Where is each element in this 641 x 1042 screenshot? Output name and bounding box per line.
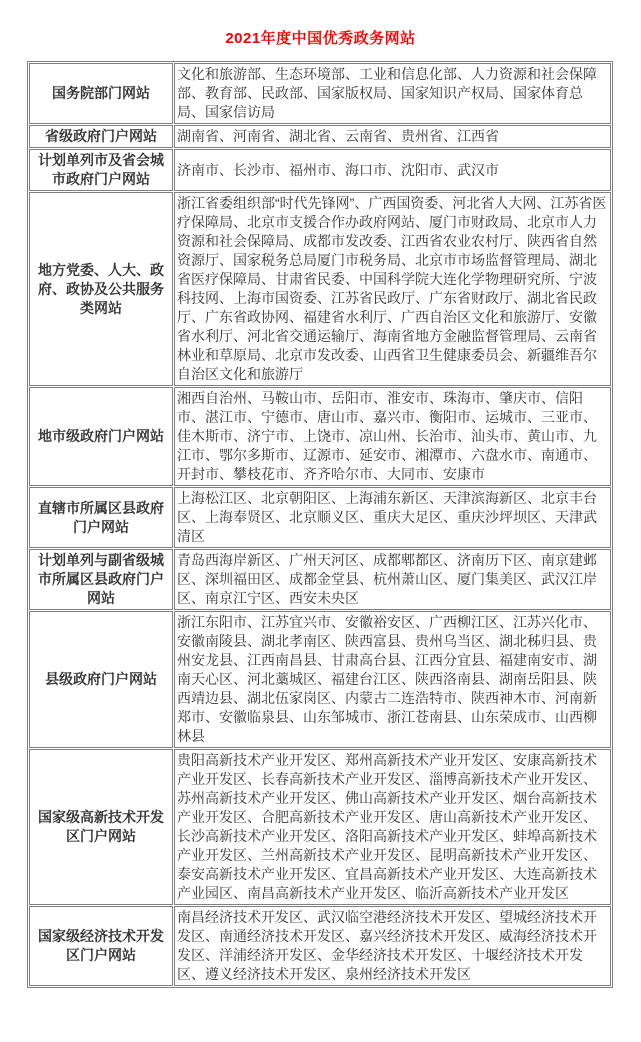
sites-cell: 上海松江区、北京朝阳区、上海浦东新区、天津滨海新区、北京丰台区、上海奉贤区、北京顺义区、重庆大足区、重庆沙坪坝区、天津武清区 [174, 487, 611, 548]
sites-cell: 南昌经济技术开发区、武汉临空港经济技术开发区、望城经济技术开发区、南通经济技术开发区、嘉兴经济技术开发区、威海经济技术开发区、洋浦经济开发区、金华经济技术开发区、十堰经济技术开发区、遵义经济技术开发区、泉州经济技术开发区 [174, 906, 611, 986]
table-row [29, 63, 611, 124]
table-row [29, 387, 611, 486]
category-cell: 国务院部门网站 [29, 63, 173, 124]
sites-cell: 湖南省、河南省、湖北省、云南省、贵州省、江西省 [174, 125, 611, 148]
table-row [29, 125, 611, 148]
sites-cell: 济南市、长沙市、福州市、海口市、沈阳市、武汉市 [174, 149, 611, 191]
sites-cell: 青岛西海岸新区、广州天河区、成都郫都区、济南历下区、南京建邺区、深圳福田区、成都金堂县、杭州萧山区、厦门集美区、武汉江岸区、南京江宁区、西安未央区 [174, 549, 611, 610]
table-row [29, 749, 611, 905]
table-row [29, 549, 611, 610]
award-websites-table [27, 61, 613, 988]
sites-cell: 文化和旅游部、生态环境部、工业和信息化部、人力资源和社会保障部、教育部、民政部、国家版权局、国家知识产权局、国家体育总局、国家信访局 [174, 63, 611, 124]
sites-cell: 湘西自治州、马鞍山市、岳阳市、淮安市、珠海市、肇庆市、信阳市、湛江市、宁德市、唐山市、嘉兴市、衡阳市、运城市、三亚市、佳木斯市、济宁市、上饶市、凉山州、长治市、汕头市、黄山市、九江市、鄂尔多斯市、辽源市、延安市、湘潭市、六盘水市、南通市、开封市、攀枝花市、齐齐哈尔市、大同市、安康市 [174, 387, 611, 486]
category-cell: 地市级政府门户网站 [29, 387, 173, 486]
sites-cell: 浙江省委组织部“时代先锋网”、广西国资委、河北省人大网、江苏省医疗保障局、北京市支援合作办政府网站、厦门市财政局、北京市人力资源和社会保障局、成都市发改委、江西省农业农村厅、陕西省自然资源厅、国家税务总局厦门市税务局、北京市市场监督管理局、湖北省医疗保障局、甘肃省民委、中国科学院大连化学物理研究所、宁波科技网、上海市国资委、江苏省民政厅、广东省财政厅、湖北省民政厅、广东省政协网、福建省水利厅、广西自治区文化和旅游厅、安徽省水利厅、河北省交通运输厅、海南省地方金融监督管理局、云南省林业和草原局、北京市发改委、山西省卫生健康委员会、新疆维吾尔自治区文化和旅游厅 [174, 192, 611, 386]
category-cell: 国家级经济技术开发区门户网站 [29, 906, 173, 986]
category-cell: 地方党委、人大、政府、政协及公共服务类网站 [29, 192, 173, 386]
table-row [29, 611, 611, 748]
table-row [29, 149, 611, 191]
sites-cell: 浙江东阳市、江苏宜兴市、安徽裕安区、广西柳江区、江苏兴化市、安徽南陵县、湖北孝南区、陕西富县、贵州乌当区、湖北秭归县、贵州安龙县、江西南昌县、甘肃高台县、江西分宜县、福建南安市、湖南天心区、河北藁城区、福建台江区、陕西洛南县、湖南岳阳县、陕西靖边县、湖北伍家岗区、内蒙古二连浩特市、陕西神木市、河南新郑市、安徽临泉县、山东邹城市、浙江苍南县、山东荣成市、山西柳林县 [174, 611, 611, 748]
table-body [29, 63, 611, 986]
sites-cell: 贵阳高新技术产业开发区、郑州高新技术产业开发区、安康高新技术产业开发区、长春高新技术产业开发区、淄博高新技术产业开发区、苏州高新技术产业开发区、佛山高新技术产业开发区、烟台高新技术产业开发区、合肥高新技术产业开发区、唐山高新技术产业开发区、长沙高新技术产业开发区、洛阳高新技术产业开发区、蚌埠高新技术产业开发区、兰州高新技术产业开发区、昆明高新技术产业开发区、泰安高新技术产业开发区、宜昌高新技术产业开发区、大连高新技术产业园区、南昌高新技术产业开发区、临沂高新技术产业开发区 [174, 749, 611, 905]
table-row [29, 192, 611, 386]
category-cell: 县级政府门户网站 [29, 611, 173, 748]
category-cell: 国家级高新技术开发区门户网站 [29, 749, 173, 905]
table-row [29, 906, 611, 986]
category-cell: 计划单列与副省级城市所属区县政府门户网站 [29, 549, 173, 610]
page-title: 2021年度中国优秀政务网站 [225, 30, 416, 47]
category-cell: 直辖市所属区县政府门户网站 [29, 487, 173, 548]
category-cell: 计划单列市及省会城市政府门户网站 [29, 149, 173, 191]
table-row [29, 487, 611, 548]
category-cell: 省级政府门户网站 [29, 125, 173, 148]
